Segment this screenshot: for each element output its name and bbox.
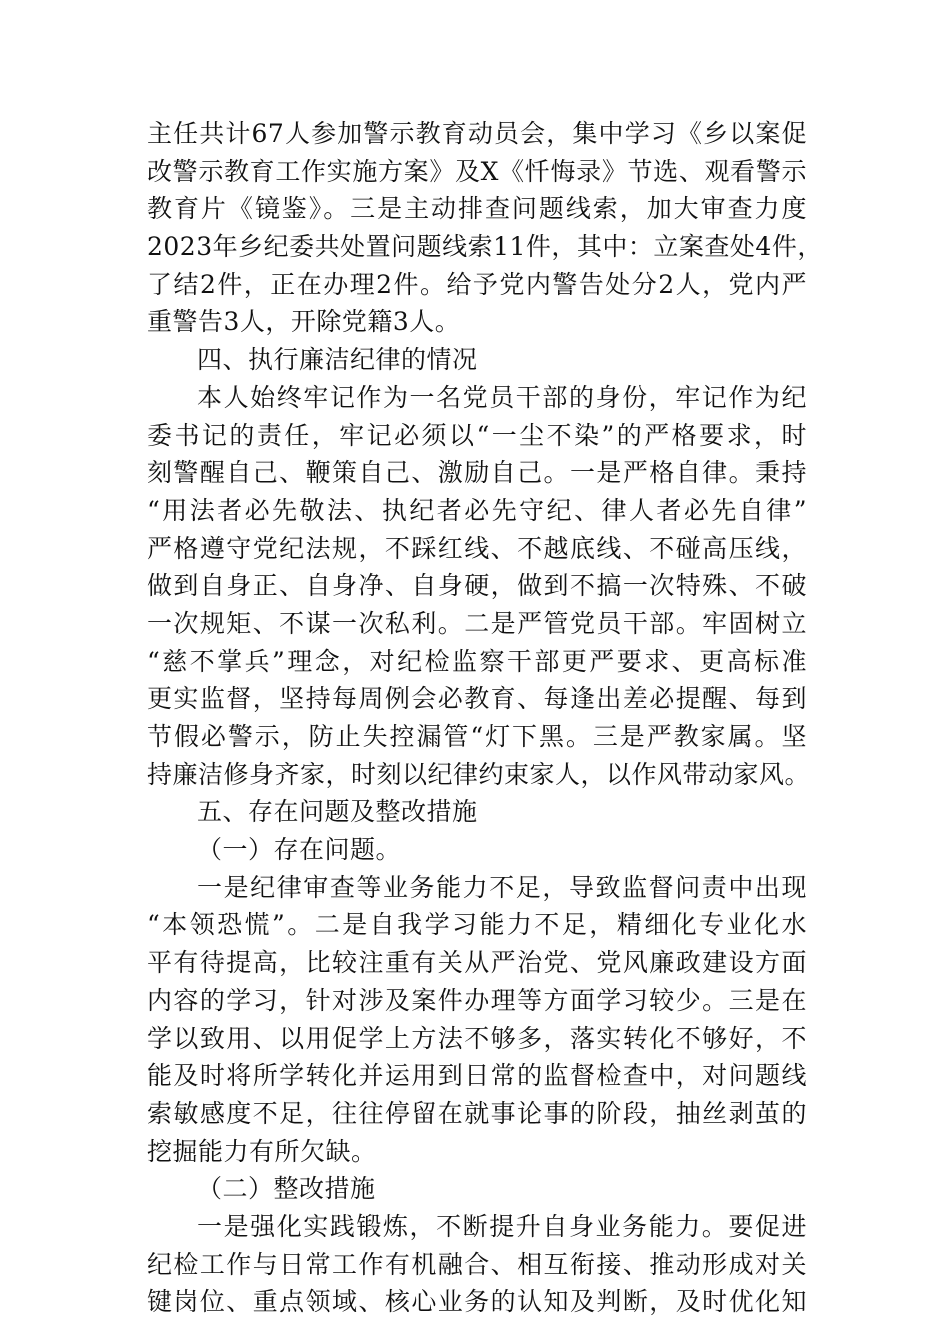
paragraph-line: 委书记的责任，牢记必须以“一尘不染”的严格要求，时 xyxy=(147,420,807,450)
paragraph-line: 教育片《镜鉴》。三是主动排查问题线索，加大审查力度 xyxy=(147,194,807,224)
document-body xyxy=(147,115,823,1321)
paragraph-line: 刻警醒自己、鞭策自己、激励自己。一是严格自律。秉持 xyxy=(147,458,807,488)
section-heading: 五、存在问题及整改措施 xyxy=(197,797,478,827)
paragraph-line: 一是纪律审查等业务能力不足，导致监督问责中出现 xyxy=(197,872,807,902)
paragraph-line: 平有待提高，比较注重有关从严治党、党风廉政建设方面 xyxy=(147,948,807,978)
paragraph-line: 了结2件，正在办理2件。给予党内警告处分2人，党内严 xyxy=(147,269,807,299)
paragraph-line: 改警示教育工作实施方案》及X《忏悔录》节选、观看警示 xyxy=(147,156,807,186)
paragraph-line: 主任共计67人参加警示教育动员会，集中学习《乡以案促 xyxy=(147,119,807,148)
paragraph-line: 内容的学习，针对涉及案件办理等方面学习较少。三是在 xyxy=(147,985,807,1015)
paragraph-line: 节假必警示，防止失控漏管“灯下黑。三是严教家属。坚 xyxy=(147,722,807,751)
paragraph-line: 一是强化实践锻炼，不断提升自身业务能力。要促进 xyxy=(197,1211,807,1241)
paragraph-line: 能及时将所学转化并运用到日常的监督检查中，对问题线 xyxy=(147,1061,807,1091)
paragraph-line: 一次规矩、不谋一次私利。二是严管党员干部。牢固树立 xyxy=(147,608,807,638)
paragraph-line: 严格遵守党纪法规，不踩红线、不越底线、不碰高压线， xyxy=(147,533,807,563)
paragraph-line: 本人始终牢记作为一名党员干部的身份，牢记作为纪 xyxy=(197,382,807,412)
paragraph-line: 挖掘能力有所欠缺。 xyxy=(147,1136,377,1166)
paragraph-line: 2023年乡纪委共处置问题线索11件，其中：立案查处4件， xyxy=(147,232,823,262)
subsection-heading: （一）存在问题。 xyxy=(197,835,402,865)
paragraph-line: 索敏感度不足，往往停留在就事论事的阶段，抽丝剥茧的 xyxy=(147,1098,807,1128)
paragraph-line: 学以致用、以用促学上方法不够多，落实转化不够好，不 xyxy=(147,1023,807,1053)
paragraph-line: “慈不掌兵”理念，对纪检监察干部更严要求、更高标准 xyxy=(147,646,807,676)
paragraph-line: 重警告3人，开除党籍3人。 xyxy=(147,307,461,337)
paragraph-line: 键岗位、重点领域、核心业务的认知及判断，及时优化知 xyxy=(147,1287,807,1317)
paragraph-line: “用法者必先敬法、执纪者必先守纪、律人者必先自律” xyxy=(147,495,807,525)
subsection-heading: （二）整改措施 xyxy=(197,1174,376,1204)
paragraph-line: “本领恐慌”。二是自我学习能力不足，精细化专业化水 xyxy=(147,910,807,940)
paragraph-line: 更实监督，坚持每周例会必教育、每逢出差必提醒、每到 xyxy=(147,684,807,714)
paragraph-line: 持廉洁修身齐家，时刻以纪律约束家人，以作风带动家风。 xyxy=(147,759,811,789)
paragraph-line: 纪检工作与日常工作有机融合、相互衔接、推动形成对关 xyxy=(147,1249,807,1279)
paragraph-line: 做到自身正、自身净、自身硬，做到不搞一次特殊、不破 xyxy=(147,571,807,601)
section-heading: 四、执行廉洁纪律的情况 xyxy=(197,345,478,375)
